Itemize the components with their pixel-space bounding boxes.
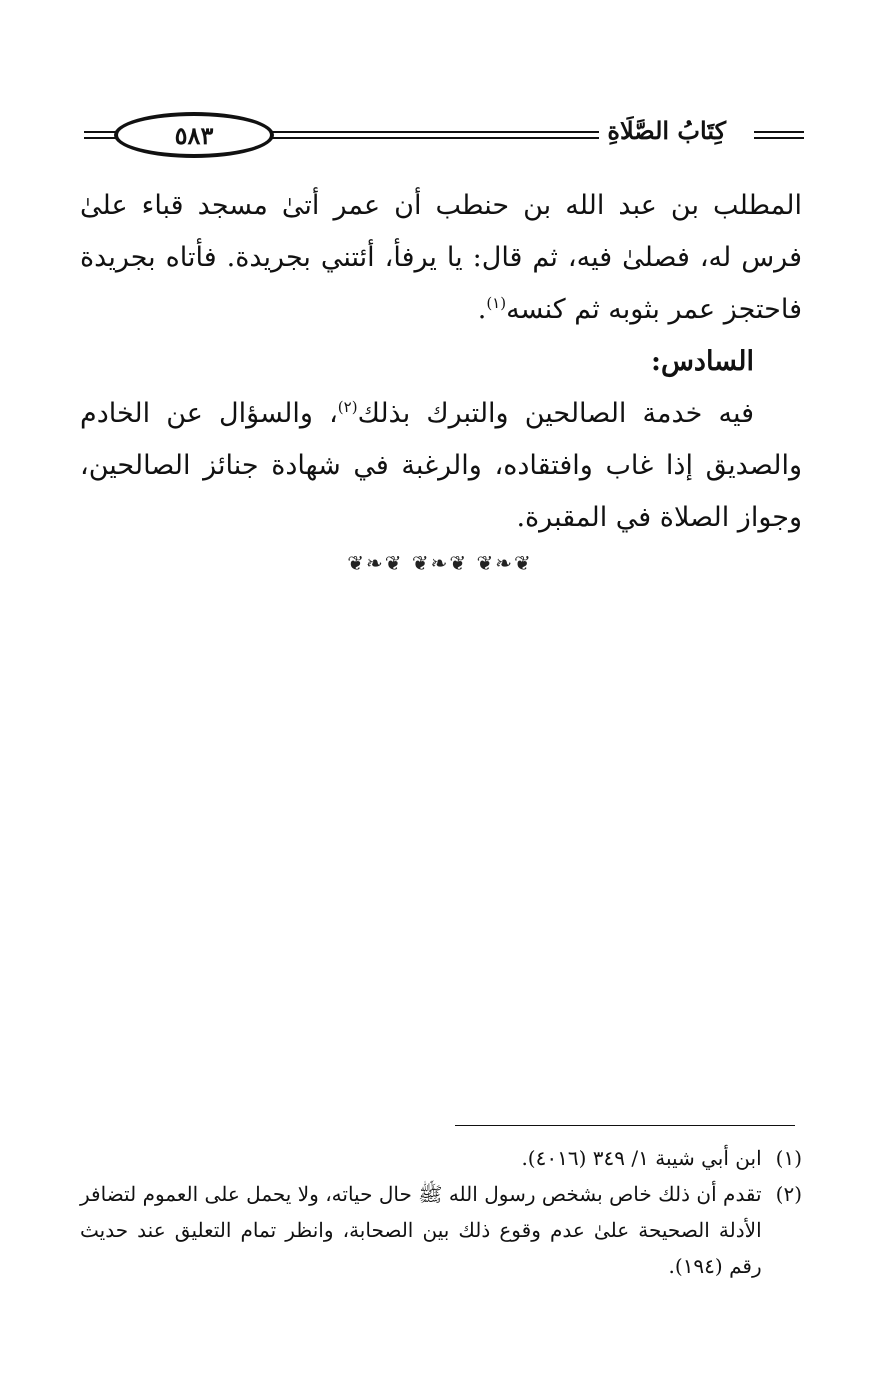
footnotes — [80, 1140, 802, 1284]
page-header — [84, 112, 804, 160]
footnote-ref-1: (١) — [486, 294, 507, 312]
section-heading: السادس: — [651, 346, 754, 377]
header-rule-right-top — [754, 131, 804, 133]
paragraph-1 — [80, 180, 802, 336]
footnote-item — [80, 1140, 802, 1176]
footnote-text: تقدم أن ذلك خاص بشخص رسول الله ﷺ حال حياته، ولا يحمل على العموم لتضافر الأدلة الصحيحة علىٰ عدم وقوع ذلك بين الصحابة، وانظر تمام التعليق عند حديث رقم (١٩٤). — [80, 1182, 762, 1278]
footnote-text: ابن أبي شيبة ١/ ٣٤٩ (٤٠١٦). — [521, 1146, 762, 1170]
main-text — [80, 180, 802, 544]
section-ornament: ❦❧❦ ❦❧❦ ❦❧❦ — [347, 551, 533, 575]
footnote-item — [80, 1176, 802, 1284]
footnote-separator — [455, 1125, 795, 1126]
page-number-text: ٥٨٣ — [174, 120, 214, 150]
paragraph-2-text-b: ، والسؤال عن الخادم والصديق إذا غاب وافتقاده، والرغبة في شهادة جنائز الصالحين، وجواز الصلاة في المقبرة. — [80, 398, 802, 533]
page-number — [114, 112, 274, 158]
book-title: كِتَابُ الصَّلَاةِ — [599, 116, 734, 145]
paragraph-2-text-a: فيه خدمة الصالحين والتبرك بذلك — [357, 398, 754, 429]
footnote-number: (٢) — [775, 1182, 802, 1206]
header-rule-right-bottom — [754, 137, 804, 139]
paragraph-1-text: المطلب بن عبد الله بن حنطب أن عمر أتىٰ مسجد قباء علىٰ فرس له، فصلىٰ فيه، ثم قال: يا يرفأ، أئتني بجريدة. فأتاه بجريدة فاحتجز عمر بثوبه ثم كنسه — [80, 190, 802, 325]
footnote-number: (١) — [775, 1146, 802, 1170]
paragraph-2 — [80, 388, 802, 544]
footnote-ref-2: (٢) — [337, 398, 358, 416]
paragraph-1-end: . — [477, 294, 487, 325]
